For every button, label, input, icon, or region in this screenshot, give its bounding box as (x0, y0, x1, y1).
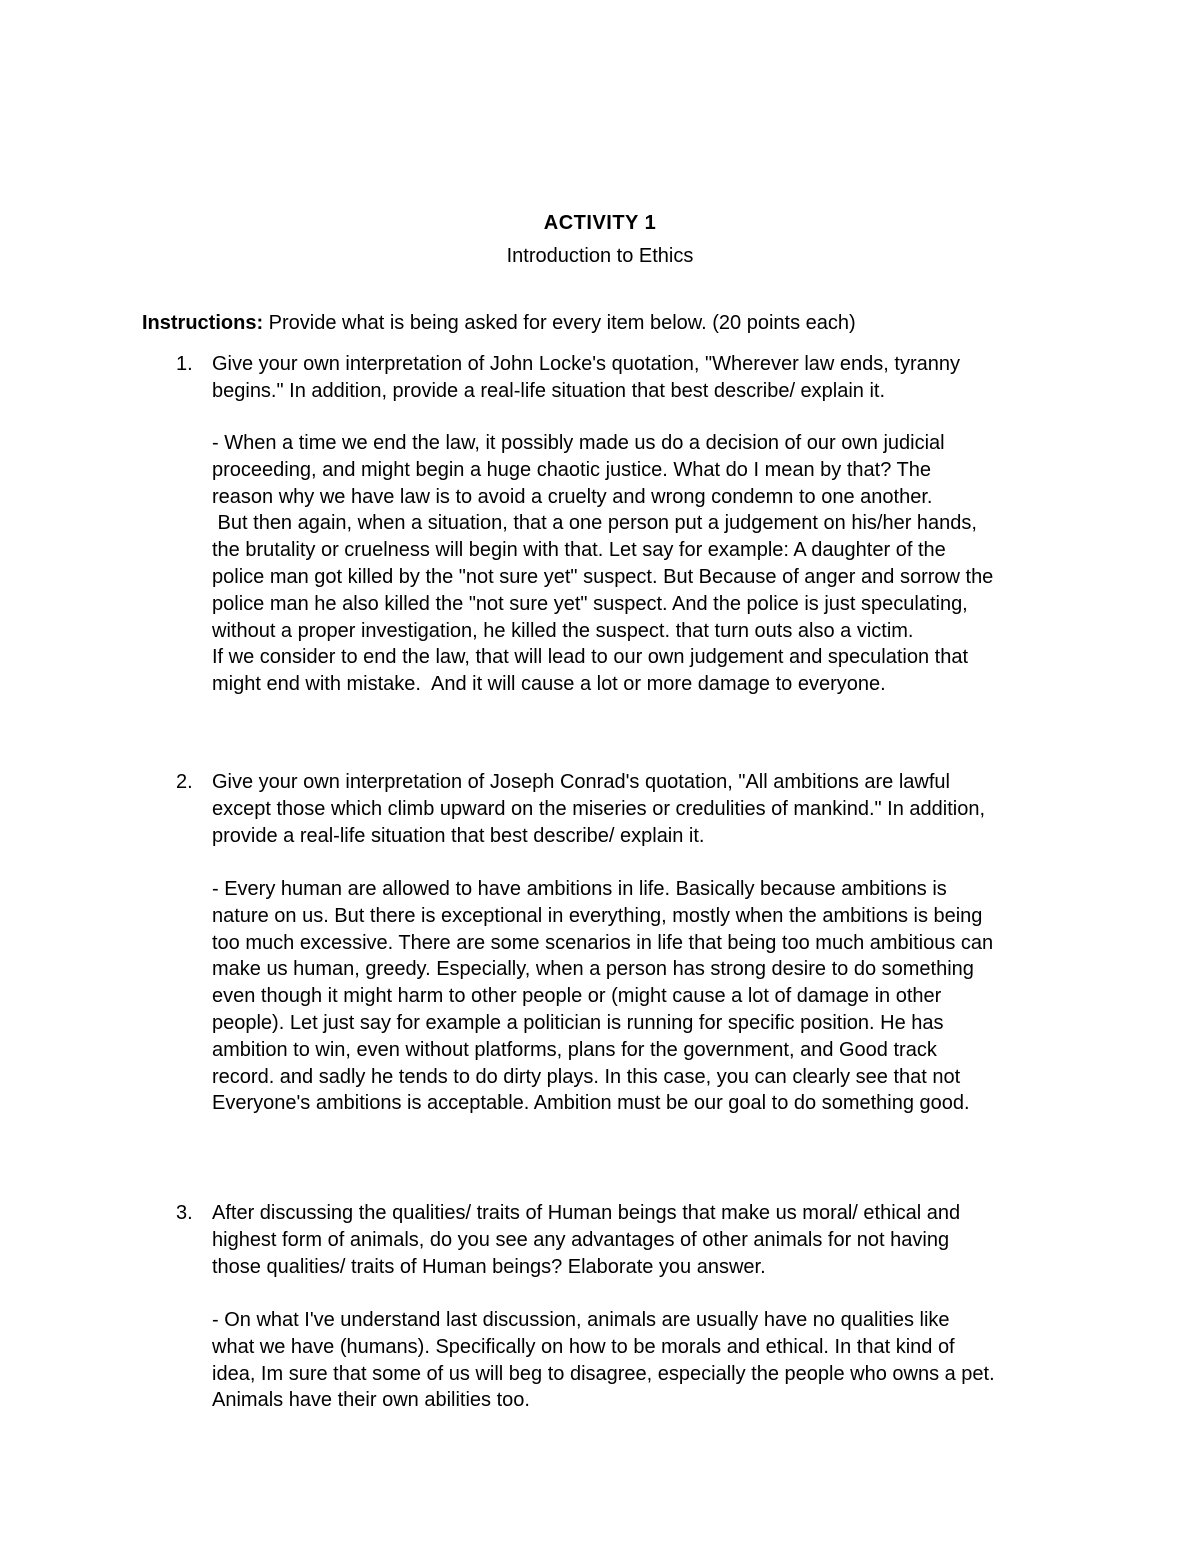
item-number: 3. (176, 1202, 193, 1224)
answer-line: nature on us. But there is exceptional in everything, mostly when the ambitions is being (212, 904, 983, 927)
question-line: After discussing the qualities/ traits of Human beings that make us moral/ ethical and (212, 1202, 961, 1224)
item-question (212, 769, 1112, 849)
page-subtitle: Introduction to Ethics (506, 245, 694, 267)
answer-line: - When a time we end the law, it possibly made us do a decision of our own judicial (212, 432, 945, 454)
answer-line: people). Let just say for example a politician is running for specific position. He has (212, 1011, 944, 1034)
instructions-text: Provide what is being asked for every item below. (20 points each) (263, 312, 856, 334)
question-line: provide a real-life situation that best describe/ explain it. (212, 824, 705, 847)
answer-line: ambition to win, even without platforms, plans for the government, and Good track (212, 1038, 937, 1061)
answer-line: - Every human are allowed to have ambitions in life. Basically because ambitions is (212, 878, 947, 900)
item-answer (212, 1307, 1112, 1414)
question-line: except those which climb upward on the miseries or credulities of mankind." In addition, (212, 797, 986, 820)
answer-line: make us human, greedy. Especially, when a person has strong desire to do something (212, 958, 974, 981)
instructions-label: Instructions: (142, 312, 264, 334)
instructions (142, 310, 856, 336)
question-line: begins." In addition, provide a real-life situation that best describe/ explain it. (212, 379, 886, 402)
item-question (212, 351, 1112, 405)
answer-line: record. and sadly he tends to do dirty plays. In this case, you can clearly see that not (212, 1065, 961, 1088)
answer-line: Animals have their own abilities too. (212, 1389, 530, 1412)
answer-line: If we consider to end the law, that will lead to our own judgement and speculation that (212, 646, 969, 669)
question-line: Give your own interpretation of Joseph Conrad's quotation, "All ambitions are lawful (212, 771, 950, 793)
answer-line: might end with mistake. And it will cause a lot or more damage to everyone. (212, 673, 886, 696)
page-title: ACTIVITY 1 (543, 212, 657, 234)
question-line: Give your own interpretation of John Locke's quotation, "Wherever law ends, tyranny (212, 353, 960, 375)
answer-line: police man he also killed the "not sure yet" suspect. And the police is just speculating, (212, 592, 968, 615)
answer-line: Everyone's ambitions is acceptable. Ambition must be our goal to do something good. (212, 1092, 970, 1115)
answer-line: the brutality or cruelness will begin with that. Let say for example: A daughter of the (212, 539, 946, 562)
answer-line: without a proper investigation, he killed the suspect. that turn outs also a victim. (212, 619, 914, 642)
answer-line: too much excessive. There are some scenarios in life that being too much ambitious can (212, 931, 994, 954)
answer-line: idea, Im sure that some of us will beg to disagree, especially the people who owns a pet. (212, 1362, 995, 1385)
item-number: 1. (176, 353, 193, 375)
answer-line: proceeding, and might begin a huge chaotic justice. What do I mean by that? The (212, 458, 931, 481)
answer-line: reason why we have law is to avoid a cruelty and wrong condemn to one another. (212, 485, 933, 508)
question-line: highest form of animals, do you see any advantages of other animals for not having (212, 1228, 950, 1251)
answer-line: - On what I've understand last discussion, animals are usually have no qualities like (212, 1309, 950, 1331)
question-line: those qualities/ traits of Human beings? Elaborate you answer. (212, 1255, 766, 1278)
item-answer (212, 876, 1112, 1117)
answer-line: But then again, when a situation, that a one person put a judgement on his/her hands, (212, 512, 977, 535)
item-question (212, 1200, 1112, 1280)
answer-line: even though it might harm to other people or (might cause a lot of damage in other (212, 985, 942, 1008)
answer-line: police man got killed by the "not sure yet" suspect. But Because of anger and sorrow the (212, 565, 994, 588)
item-number: 2. (176, 771, 193, 793)
item-answer (212, 430, 1112, 698)
answer-line: what we have (humans). Specifically on how to be morals and ethical. In that kind of (212, 1335, 955, 1358)
